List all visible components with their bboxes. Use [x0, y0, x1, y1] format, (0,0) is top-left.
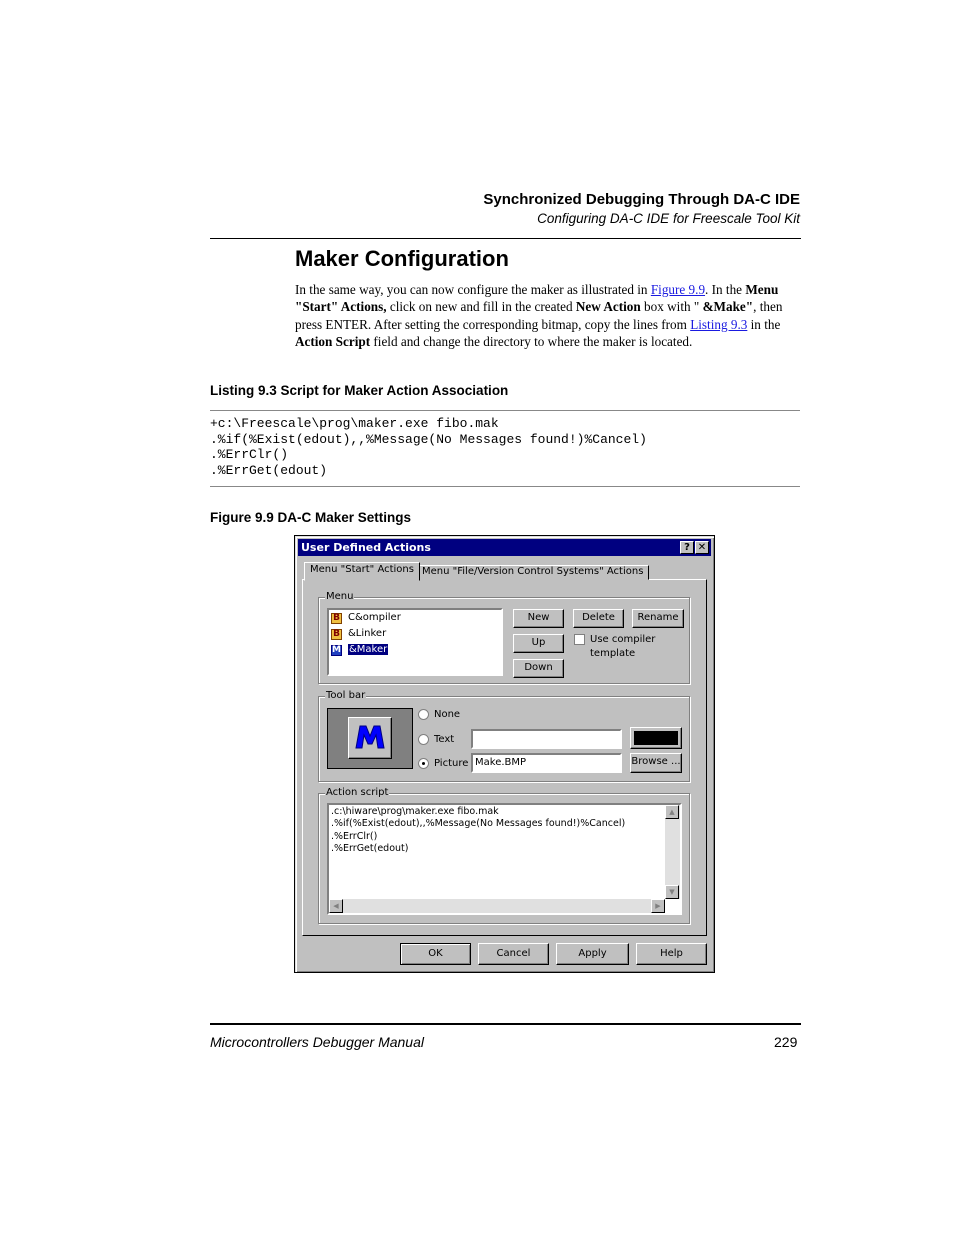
radio-none[interactable] — [418, 709, 429, 720]
listing-link[interactable]: Listing 9.3 — [690, 316, 748, 332]
radio-text[interactable] — [418, 734, 429, 745]
down-button[interactable]: Down — [513, 659, 564, 678]
figure-link[interactable]: Figure 9.9 — [650, 282, 706, 297]
footer-manual-title: Microcontrollers Debugger Manual — [210, 1034, 424, 1050]
listing-bottom-rule — [210, 486, 800, 487]
header-rule — [210, 238, 801, 239]
footer-rule — [210, 1023, 801, 1025]
use-compiler-template-checkbox[interactable] — [574, 634, 585, 645]
section-heading: Maker Configuration — [295, 246, 509, 271]
use-compiler-template-label: Use compiler template — [590, 634, 656, 659]
bitmap-preview — [327, 708, 413, 769]
listing-caption: Listing 9.3 Script for Maker Action Association — [210, 383, 509, 398]
action-script-group-label: Action script — [326, 787, 389, 798]
running-header-subtitle: Configuring DA-C IDE for Freescale Tool Kit — [537, 211, 800, 226]
dialog-titlebar[interactable] — [298, 539, 711, 556]
scroll-left-arrow-icon[interactable]: ◀ — [329, 899, 343, 913]
help-button[interactable]: Help — [636, 943, 707, 965]
running-header-title: Synchronized Debugging Through DA-C IDE — [483, 191, 800, 208]
tab-file-actions[interactable]: Menu "File/Version Control Systems" Actions — [416, 565, 649, 580]
list-item[interactable]: &Linker — [348, 628, 387, 639]
maker-m-icon — [350, 718, 390, 756]
radio-text-label: Text — [434, 734, 455, 745]
listing-code: +c:\Freescale\prog\maker.exe fibo.mak .%if(%Exist(edout),,%Message(No Messages found!)%Cancel) .%ErrClr() .%ErrGet(edout) — [210, 416, 647, 478]
scroll-down-arrow-icon[interactable]: ▼ — [665, 885, 679, 899]
radio-picture-label: Picture — [434, 758, 469, 769]
horizontal-scrollbar[interactable] — [329, 899, 665, 913]
new-button[interactable]: New — [513, 609, 564, 628]
ok-button[interactable]: OK — [400, 943, 471, 965]
color-swatch — [634, 731, 678, 745]
menu-listbox[interactable] — [327, 608, 503, 676]
radio-none-label: None — [434, 709, 461, 720]
toolbar-group-label: Tool bar — [326, 690, 366, 701]
scroll-up-arrow-icon[interactable]: ▲ — [665, 805, 679, 819]
help-question-button[interactable]: ? — [680, 541, 694, 554]
apply-button[interactable]: Apply — [556, 943, 629, 965]
action-script-text: .c:\hiware\prog\maker.exe fibo.mak .%if(%Exist(edout),,%Message(No Messages found!)%Cancel) .%ErrClr() .%ErrGet(edout) — [331, 806, 626, 855]
radio-picture[interactable] — [418, 758, 429, 769]
user-defined-actions-dialog — [294, 535, 715, 973]
bitmap-icon: B — [331, 629, 342, 640]
action-script-editor[interactable] — [327, 803, 682, 915]
cancel-button[interactable]: Cancel — [478, 943, 549, 965]
listing-top-rule — [210, 410, 800, 411]
list-item[interactable]: C&ompiler — [348, 612, 401, 623]
browse-button[interactable]: Browse ... — [630, 753, 682, 773]
rename-button[interactable]: Rename — [632, 609, 684, 628]
scroll-right-arrow-icon[interactable]: ▶ — [651, 899, 665, 913]
bitmap-icon: B — [331, 613, 342, 624]
dialog-title: User Defined Actions — [301, 541, 431, 554]
figure-caption: Figure 9.9 DA-C Maker Settings — [210, 510, 412, 525]
color-button[interactable] — [630, 727, 682, 749]
close-button[interactable]: ✕ — [695, 541, 709, 554]
delete-button[interactable]: Delete — [573, 609, 624, 628]
body-paragraph: In the same way, you can now configure the maker as illustrated in Figure 9.9. In the Menu "Start" Actions, click on new and fill in the created New Action box with " &Make", then press ENTER. After setting the corresponding bitmap, copy the lines from Listing 9.3 in the Action Script field and change the directory to where the maker is located. — [295, 282, 783, 350]
picture-input[interactable]: Make.BMP — [471, 753, 622, 773]
maker-bitmap-button[interactable] — [348, 717, 392, 759]
tab-start-actions[interactable]: Menu "Start" Actions — [304, 562, 420, 581]
list-item-selected[interactable]: &Maker — [349, 644, 388, 655]
up-button[interactable]: Up — [513, 634, 564, 653]
maker-bitmap-icon: M — [332, 645, 341, 655]
menu-group-label: Menu — [326, 591, 354, 602]
text-input[interactable] — [471, 729, 622, 749]
page-number: 229 — [774, 1034, 798, 1050]
